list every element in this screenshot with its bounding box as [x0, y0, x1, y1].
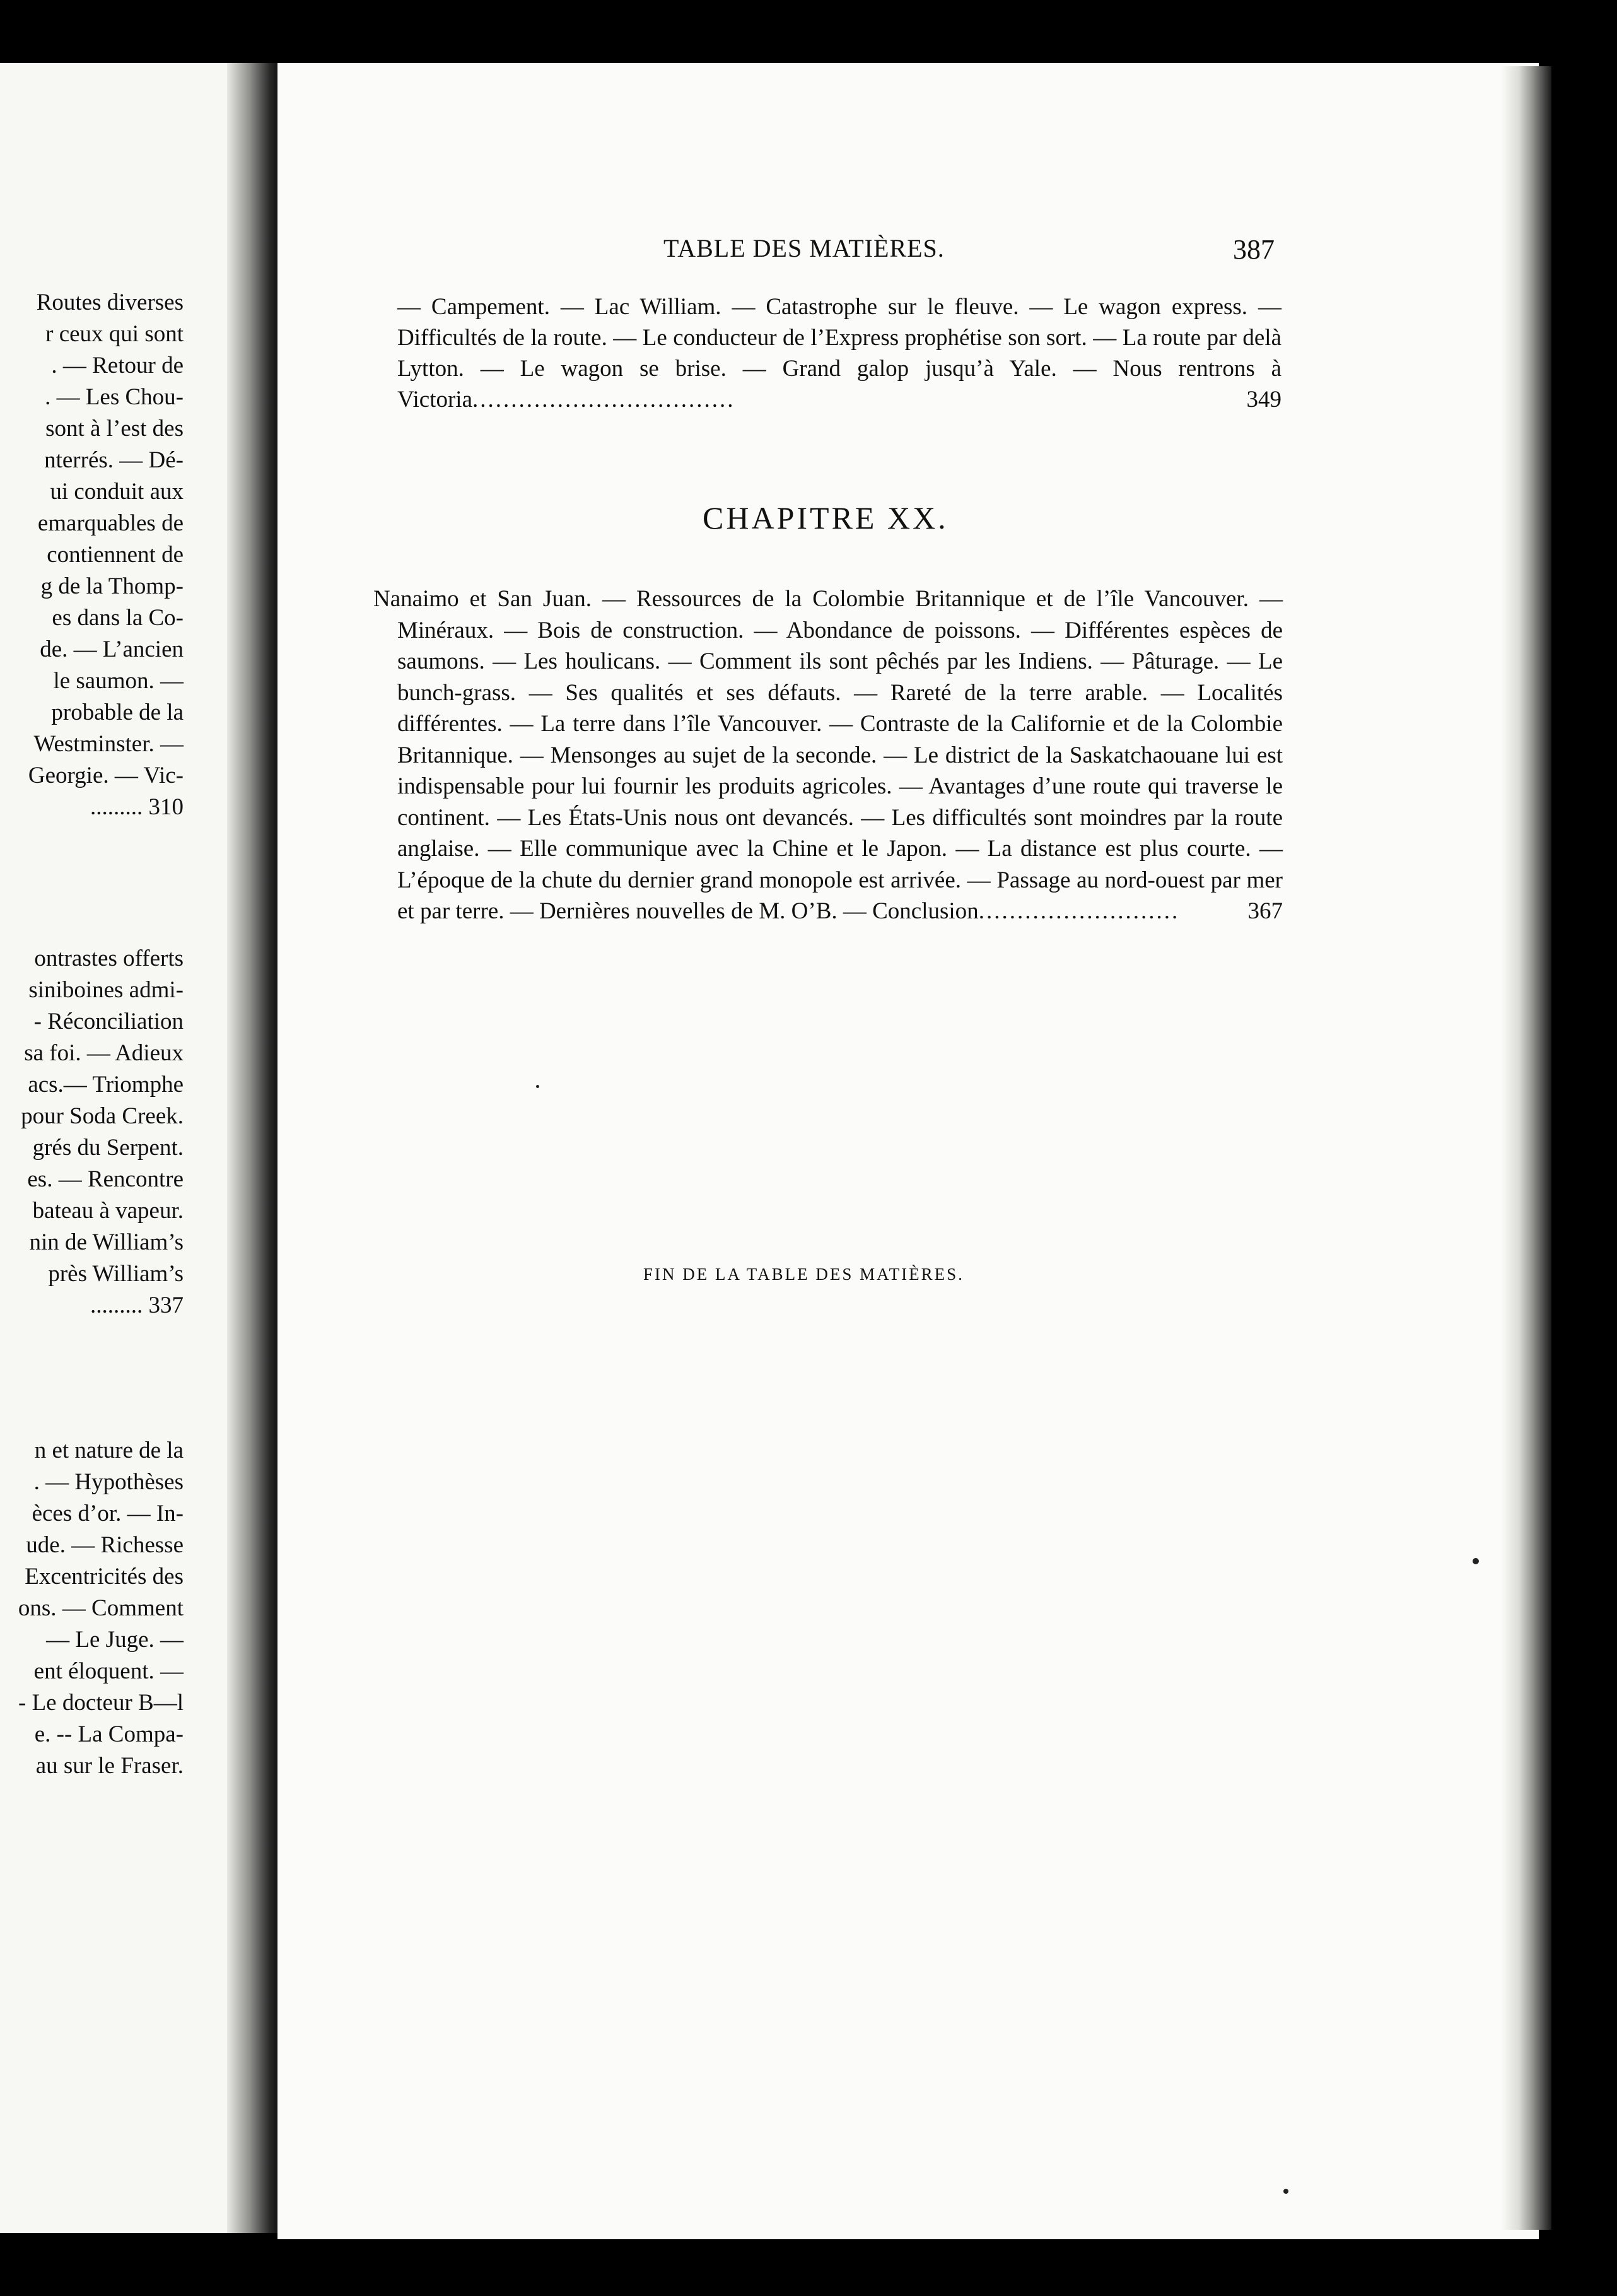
left-page-line: ude. — Richesse	[26, 1532, 184, 1558]
left-page-line: nin de William’s	[29, 1229, 184, 1255]
left-page-line: — Le Juge. —	[46, 1627, 184, 1653]
toc-entry-page: 349	[1246, 387, 1281, 413]
left-page-line: Excentricités des	[25, 1564, 184, 1590]
left-page-line: contiennent de	[47, 542, 184, 568]
left-page-line: le saumon. —	[53, 668, 184, 694]
left-page-line: èces d’or. — In-	[32, 1501, 184, 1526]
left-page-text	[0, 287, 184, 1782]
left-page-line: au sur le Fraser.	[35, 1753, 184, 1779]
left-page-line: bateau à vapeur.	[32, 1198, 184, 1224]
left-page-line: ui conduit aux	[50, 479, 184, 505]
left-page-line: Westminster. —	[33, 731, 184, 757]
left-page-line: es dans la Co-	[52, 605, 184, 631]
scan-speck	[1283, 2189, 1288, 2194]
left-page-line: pour Soda Creek.	[21, 1103, 184, 1129]
scan-speck	[536, 1085, 539, 1088]
toc-entry-previous-chapter	[397, 291, 1281, 415]
left-page-line: nterrés. — Dé-	[44, 447, 184, 473]
toc-entry-chapter-xx	[373, 583, 1283, 927]
left-page-line: . — Hypothèses	[33, 1469, 184, 1495]
toc-leader-dots: ..................................	[472, 387, 735, 413]
left-page-line: Georgie. — Vic-	[28, 763, 184, 788]
left-page-line: sont à l’est des	[45, 416, 184, 442]
left-page-line: emarquables de	[37, 510, 184, 536]
scan-border-top	[0, 0, 1617, 63]
left-page-line: . — Retour de	[51, 353, 184, 378]
left-page-line: près William’s	[48, 1261, 184, 1287]
left-page-line: ......... 310	[90, 794, 184, 820]
toc-entry-summary: — Campement. — Lac William. — Catastrophe sur le fleuve. — Le wagon express. — Difficultés de la route. — Le conducteur de l’Express prophétise son sort. — La route par delà Lytton. — Le wagon se brise. — Grand galop jusqu’à Yale. — Nous rentrons à Victoria	[397, 294, 1281, 413]
toc-leader-dots: ..........................	[978, 898, 1180, 924]
left-page-line: ......... 337	[90, 1292, 184, 1318]
left-page-gap	[0, 1321, 184, 1435]
scan-speck	[1473, 1558, 1479, 1564]
left-page-line: acs.— Triomphe	[28, 1072, 184, 1098]
left-page-line: - Réconciliation	[33, 1009, 184, 1034]
left-page-line: r ceux qui sont	[45, 321, 184, 347]
toc-entry-page: 367	[1247, 898, 1283, 924]
left-page-line: Routes diverses	[36, 290, 184, 315]
left-page-line: n et nature de la	[34, 1438, 184, 1463]
left-page-line: ons. — Comment	[18, 1595, 184, 1621]
left-page-line: probable de la	[51, 700, 184, 725]
left-page	[0, 63, 249, 2233]
page-number: 387	[1233, 234, 1275, 265]
left-page-line: e. -- La Compa-	[34, 1721, 184, 1747]
left-page-line: ent éloquent. —	[33, 1658, 184, 1684]
left-page-line: de. — L’ancien	[40, 636, 184, 662]
left-page-line: siniboines admi-	[28, 977, 184, 1003]
left-page-line: g de la Thomp-	[40, 573, 184, 599]
left-page-gap	[0, 823, 184, 943]
left-page-line: - Le docteur B—l	[18, 1690, 184, 1716]
running-head: TABLE DES MATIÈRES.	[663, 234, 945, 262]
chapter-title: CHAPITRE XX.	[703, 500, 949, 536]
left-page-line: grés du Serpent.	[32, 1135, 184, 1161]
left-page-line: . — Les Chou-	[45, 384, 184, 410]
end-note: FIN DE LA TABLE DES MATIÈRES.	[643, 1265, 964, 1284]
left-page-line: ontrastes offerts	[34, 946, 184, 971]
left-page-line: sa foi. — Adieux	[24, 1040, 184, 1066]
toc-entry-summary: Nanaimo et San Juan. — Ressources de la Colombie Britannique et de l’île Vancouver. — Minéraux. — Bois de construction. — Abondance de poissons. — Différentes espèces de saumons. — Les houlicans. — Comment ils sont pêchés par les Indiens. — Pâturage. — Le bunch-grass. — Ses qualités et ses défauts. — Rareté de la terre arable. — Localités différentes. — La terre dans l’île Vancouver. — Contraste de la Californie et de la Colombie Britannique. — Mensonges au sujet de la seconde. — Le district de la Saskatchaouane lui est indispensable pour lui fournir les produits agricoles. — Avantages d’une route qui traverse le continent. — Les États-Unis nous ont devancés. — Les difficultés sont moindres par la route anglaise. — Elle communique avec la Chine et le Japon. — La distance est plus courte. — L’époque de la chute du dernier grand monopole est arrivée. — Passage au nord-ouest par mer et par terre. — Dernières nouvelles de M. O’B. — Conclusion	[373, 586, 1283, 924]
left-page-line: es. — Rencontre	[27, 1166, 184, 1192]
book-gutter	[227, 63, 284, 2233]
page-edge	[1501, 66, 1551, 2230]
